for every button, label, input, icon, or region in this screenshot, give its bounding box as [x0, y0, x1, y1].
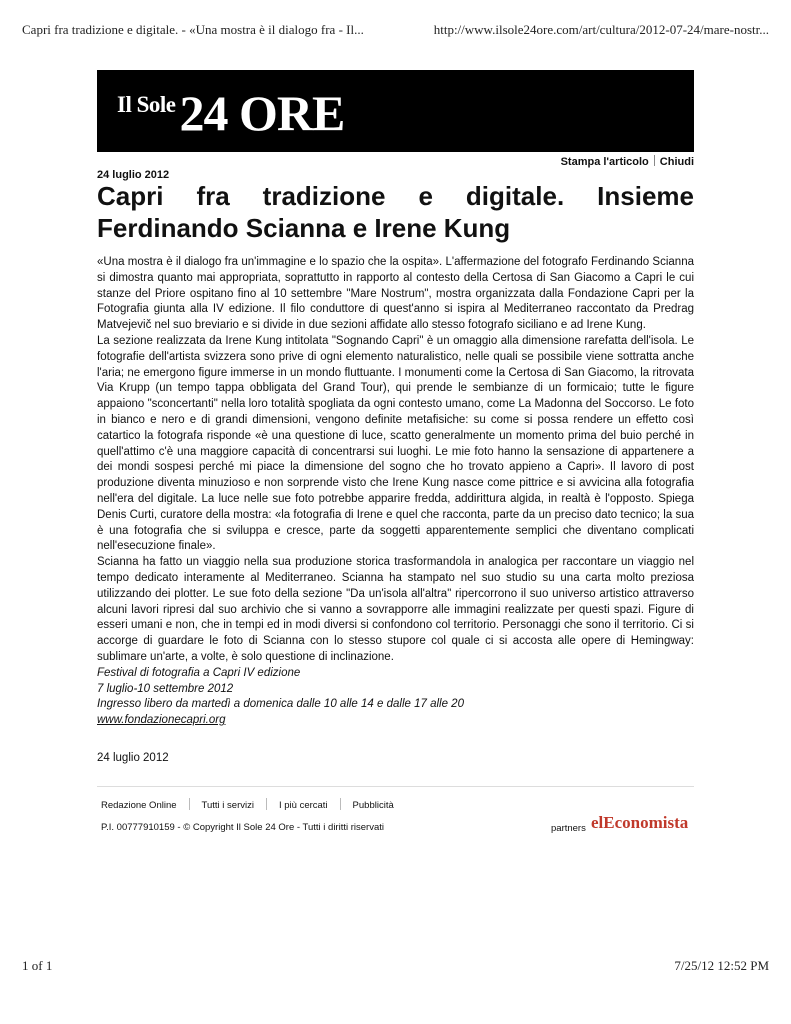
footer-link-divider — [340, 798, 341, 810]
article-tools — [561, 155, 694, 168]
print-header-url: http://www.ilsole24ore.com/art/cultura/2012-07-24/mare-nostr... — [433, 22, 769, 37]
article-date-bottom: 24 luglio 2012 — [97, 752, 169, 764]
article-date: 24 luglio 2012 — [97, 169, 170, 181]
footer-link-redazione[interactable]: Redazione Online — [101, 800, 177, 811]
il-sole-24-ore-logo — [117, 84, 344, 142]
print-header-title: Capri fra tradizione e digitale. - «Una mostra è il dialogo fra - Il... — [22, 22, 364, 37]
print-article-link[interactable]: Stampa l'articolo — [560, 156, 649, 168]
logo-small-text: Il Sole — [117, 92, 176, 117]
footer-link-pubblicita[interactable]: Pubblicità — [352, 800, 394, 811]
footer-link-divider — [189, 798, 190, 810]
economista-logo[interactable]: elEconomista — [591, 813, 689, 832]
foundation-website-link[interactable]: www.fondazionecapri.org — [97, 714, 226, 727]
logo-big-text: 24 ORE — [179, 85, 345, 141]
print-footer-timestamp: 7/25/12 12:52 PM — [674, 958, 769, 973]
footer-link-piu-cercati[interactable]: I più cercati — [278, 800, 328, 811]
footer-link-divider — [266, 798, 267, 810]
article-title: Capri fra tradizione e digitale. Insieme Ferdinando Scianna e Irene Kung — [97, 181, 694, 243]
footer-nav — [101, 798, 394, 811]
close-link[interactable]: Chiudi — [659, 156, 694, 168]
event-dates: 7 luglio-10 settembre 2012 — [97, 682, 234, 695]
article-paragraph: La sezione realizzata da Irene Kung intitolata "Sognando Capri" è un omaggio alla dimensione rarefatta dell'isola. Le fotografie dell'artista svizzera sono prive di ogni elemento naturalistico, nelle quali se possibile viene sottratta anche l'aria; ne emergono figure immerse in un mondo fluttuante. I monumenti come la Certosa di San Giacomo, la ritrovata Via Krupp (un tempo tappa obbligata del Grand Tour), qui prende le sembianze di un formicaio; tutte le figure appaiono "sconcertanti" nella loro totalità spogliata da ogni contesto umano, come La Madonna del Soccorso. Le foto in bianco e nero e di grandi dimensioni, vengono definite metafisiche: su come si possa rendere un effetto così catartico la fotografa risponde «è una questione di luce, scatto generalmente un momento prima del buio perché in quell'attimo c'è una maggiore capacità di concentrarsi sui luoghi. Le mie foto hanno la sensazione di appartenere a dei mondi sospesi perché mi piace la dimensione del sogno che ho trovato appieno a Capri». Il lavoro di post produzione diventa minuzioso e non sorprende visto che Irene Kung nasce come pittrice e si avvicina alla fotografia nell'era del digitale. La luce nelle sue foto potrebbe apparire fredda, addirittura algida, in realtà è l'opposto. Spiega Denis Curti, curatore della mostra: «la fotografia di Irene e quel che racconta, parte da un preciso dato tecnico; la sua è una fotografia che si sviluppa e cresce, parte da soggetti apparentemente semplici che diventano complicati nell'esecuzione finale». — [97, 334, 694, 553]
article-paragraph: «Una mostra è il dialogo fra un'immagine e lo spazio che la ospita». L'affermazione del fotografo Ferdinando Scianna si dimostra quanto mai appropriata, soprattutto in rapporto al contesto della Certosa di San Giacomo a Capri le cui stanze del Priore ospitano fino al 10 settembre "Mare Nostrum", mostra organizzata dalla Fondazione Capri per la Fotografia giunta alla IV edizione. Il filo conduttore di quest'anno si ispira al Mediterraneo raccontato da Predrag Matvejevič nel suo breviario e si divide in due sezioni affidate allo stesso fotografo siciliano e ad Irene Kung. — [97, 256, 694, 332]
footer-divider — [97, 786, 694, 787]
partners-label: partners — [551, 823, 586, 834]
article-body — [97, 255, 694, 729]
article-paragraph: Scianna ha fatto un viaggio nella sua produzione storica trasformandola in analogica per raccontare un viaggio nel tempo dedicato interamente al Mediterraneo. Scianna ha stampato nel suo studio su una carta molto preziosa utilizzando dei plotter. Le sue foto della sezione "Da un'isola all'altra" ripercorrono il suo universo artistico attraverso alcuni lavori ripresi dal suo archivio che si vanno a sovrapporre alle immagini realizzate per questi spazi. Figure di esseri umani e non, che in tempi ed in modi diversi si confondono col territorio. Personaggi che sono il territorio. Ci si accorge di guardare le foto di Scianna con lo stesso stupore col quale ci si accosta alle opere di Hemingway: sublimare un'arte, a volte, è solo questione di inclinazione. — [97, 556, 694, 663]
copyright-text: P.I. 00777910159 - © Copyright Il Sole 24 Ore - Tutti i diritti riservati — [101, 822, 384, 833]
event-name: Festival di fotografia a Capri IV edizione — [97, 666, 301, 679]
print-footer-page: 1 of 1 — [22, 958, 53, 973]
masthead-banner[interactable] — [97, 70, 694, 152]
event-hours: Ingresso libero da martedì a domenica dalle 10 alle 14 e dalle 17 alle 20 — [97, 698, 464, 711]
footer-link-servizi[interactable]: Tutti i servizi — [201, 800, 254, 811]
tools-divider — [654, 155, 655, 166]
